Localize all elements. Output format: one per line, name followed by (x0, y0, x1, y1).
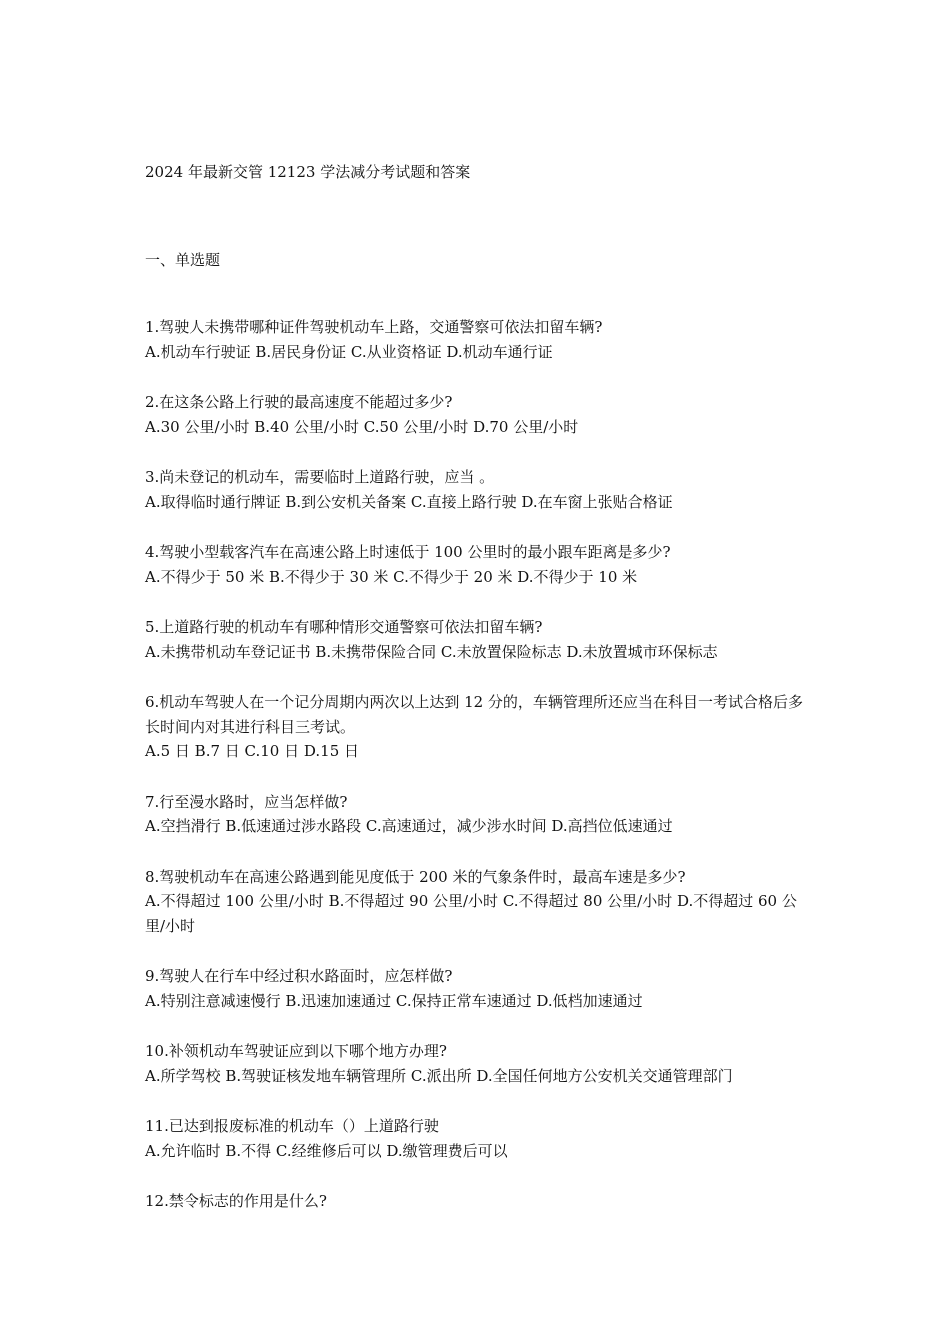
question-options: A.所学驾校 B.驾驶证核发地车辆管理所 C.派出所 D.全国任何地方公安机关交通管理部门 (145, 1066, 733, 1085)
question-options: A.机动车行驶证 B.居民身份证 C.从业资格证 D.机动车通行证 (145, 342, 553, 361)
question-item (145, 615, 810, 664)
question-text: 1.驾驶人未携带哪种证件驾驶机动车上路，交通警察可依法扣留车辆? (145, 318, 603, 336)
question-options: A.空挡滑行 B.低速通过涉水路段 C.高速通过，减少涉水时间 D.高挡位低速通过 (145, 817, 673, 835)
question-options: A.30 公里/小时 B.40 公里/小时 C.50 公里/小时 D.70 公里/小时 (145, 417, 579, 436)
question-options: A.取得临时通行牌证 B.到公安机关备案 C.直接上路行驶 D.在车窗上张贴合格证 (145, 492, 673, 511)
question-item (145, 690, 810, 764)
question-text: 8.驾驶机动车在高速公路遇到能见度低于 200 米的气象条件时，最高车速是多少? (145, 867, 686, 886)
section-heading: 一、单选题 (145, 251, 221, 269)
question-text: 3.尚未登记的机动车，需要临时上道路行驶，应当 。 (145, 468, 495, 486)
question-text: 2.在这条公路上行驶的最高速度不能超过多少? (145, 393, 453, 411)
question-item (145, 1114, 810, 1163)
question-item (145, 1039, 810, 1088)
document-title: 2024 年最新交管 12123 学法减分考试题和答案 (145, 163, 471, 181)
question-options: A.特别注意减速慢行 B.迅速加速通过 C.保持正常车速通过 D.低档加速通过 (145, 991, 643, 1010)
question-text: 7.行至漫水路时，应当怎样做? (145, 792, 348, 811)
question-options: A.不得少于 50 米 B.不得少于 30 米 C.不得少于 20 米 D.不得少于 10 米 (145, 567, 638, 586)
question-text: 12.禁令标志的作用是什么? (145, 1192, 327, 1210)
question-item (145, 540, 810, 589)
question-options: A.5 日 B.7 日 C.10 日 D.15 日 (145, 742, 359, 760)
question-text: 4.驾驶小型载客汽车在高速公路上时速低于 100 公里时的最小跟车距离是多少? (145, 543, 671, 561)
question-text: 6.机动车驾驶人在一个记分周期内两次以上达到 12 分的，车辆管理所还应当在科目一考试合格后多长时间内对其进行科目三考试。 (145, 693, 803, 736)
question-item (145, 315, 810, 364)
question-item (145, 865, 810, 939)
question-text: 11.已达到报废标准的机动车（）上道路行驶 (145, 1117, 439, 1135)
question-item (145, 465, 810, 514)
question-text: 9.驾驶人在行车中经过积水路面时，应怎样做? (145, 967, 453, 985)
question-item (145, 790, 810, 839)
question-text: 5.上道路行驶的机动车有哪种情形交通警察可依法扣留车辆? (145, 618, 543, 636)
question-item (145, 390, 810, 439)
question-text: 10.补领机动车驾驶证应到以下哪个地方办理? (145, 1042, 447, 1060)
question-options: A.不得超过 100 公里/小时 B.不得超过 90 公里/小时 C.不得超过 80 公里/小时 D.不得超过 60 公里/小时 (145, 892, 797, 935)
question-item (145, 964, 810, 1013)
question-options: A.允许临时 B.不得 C.经维修后可以 D.缴管理费后可以 (145, 1141, 508, 1160)
question-list (145, 315, 810, 1240)
question-options: A.未携带机动车登记证书 B.未携带保险合同 C.未放置保险标志 D.未放置城市环保标志 (145, 642, 718, 661)
question-item (145, 1189, 810, 1214)
